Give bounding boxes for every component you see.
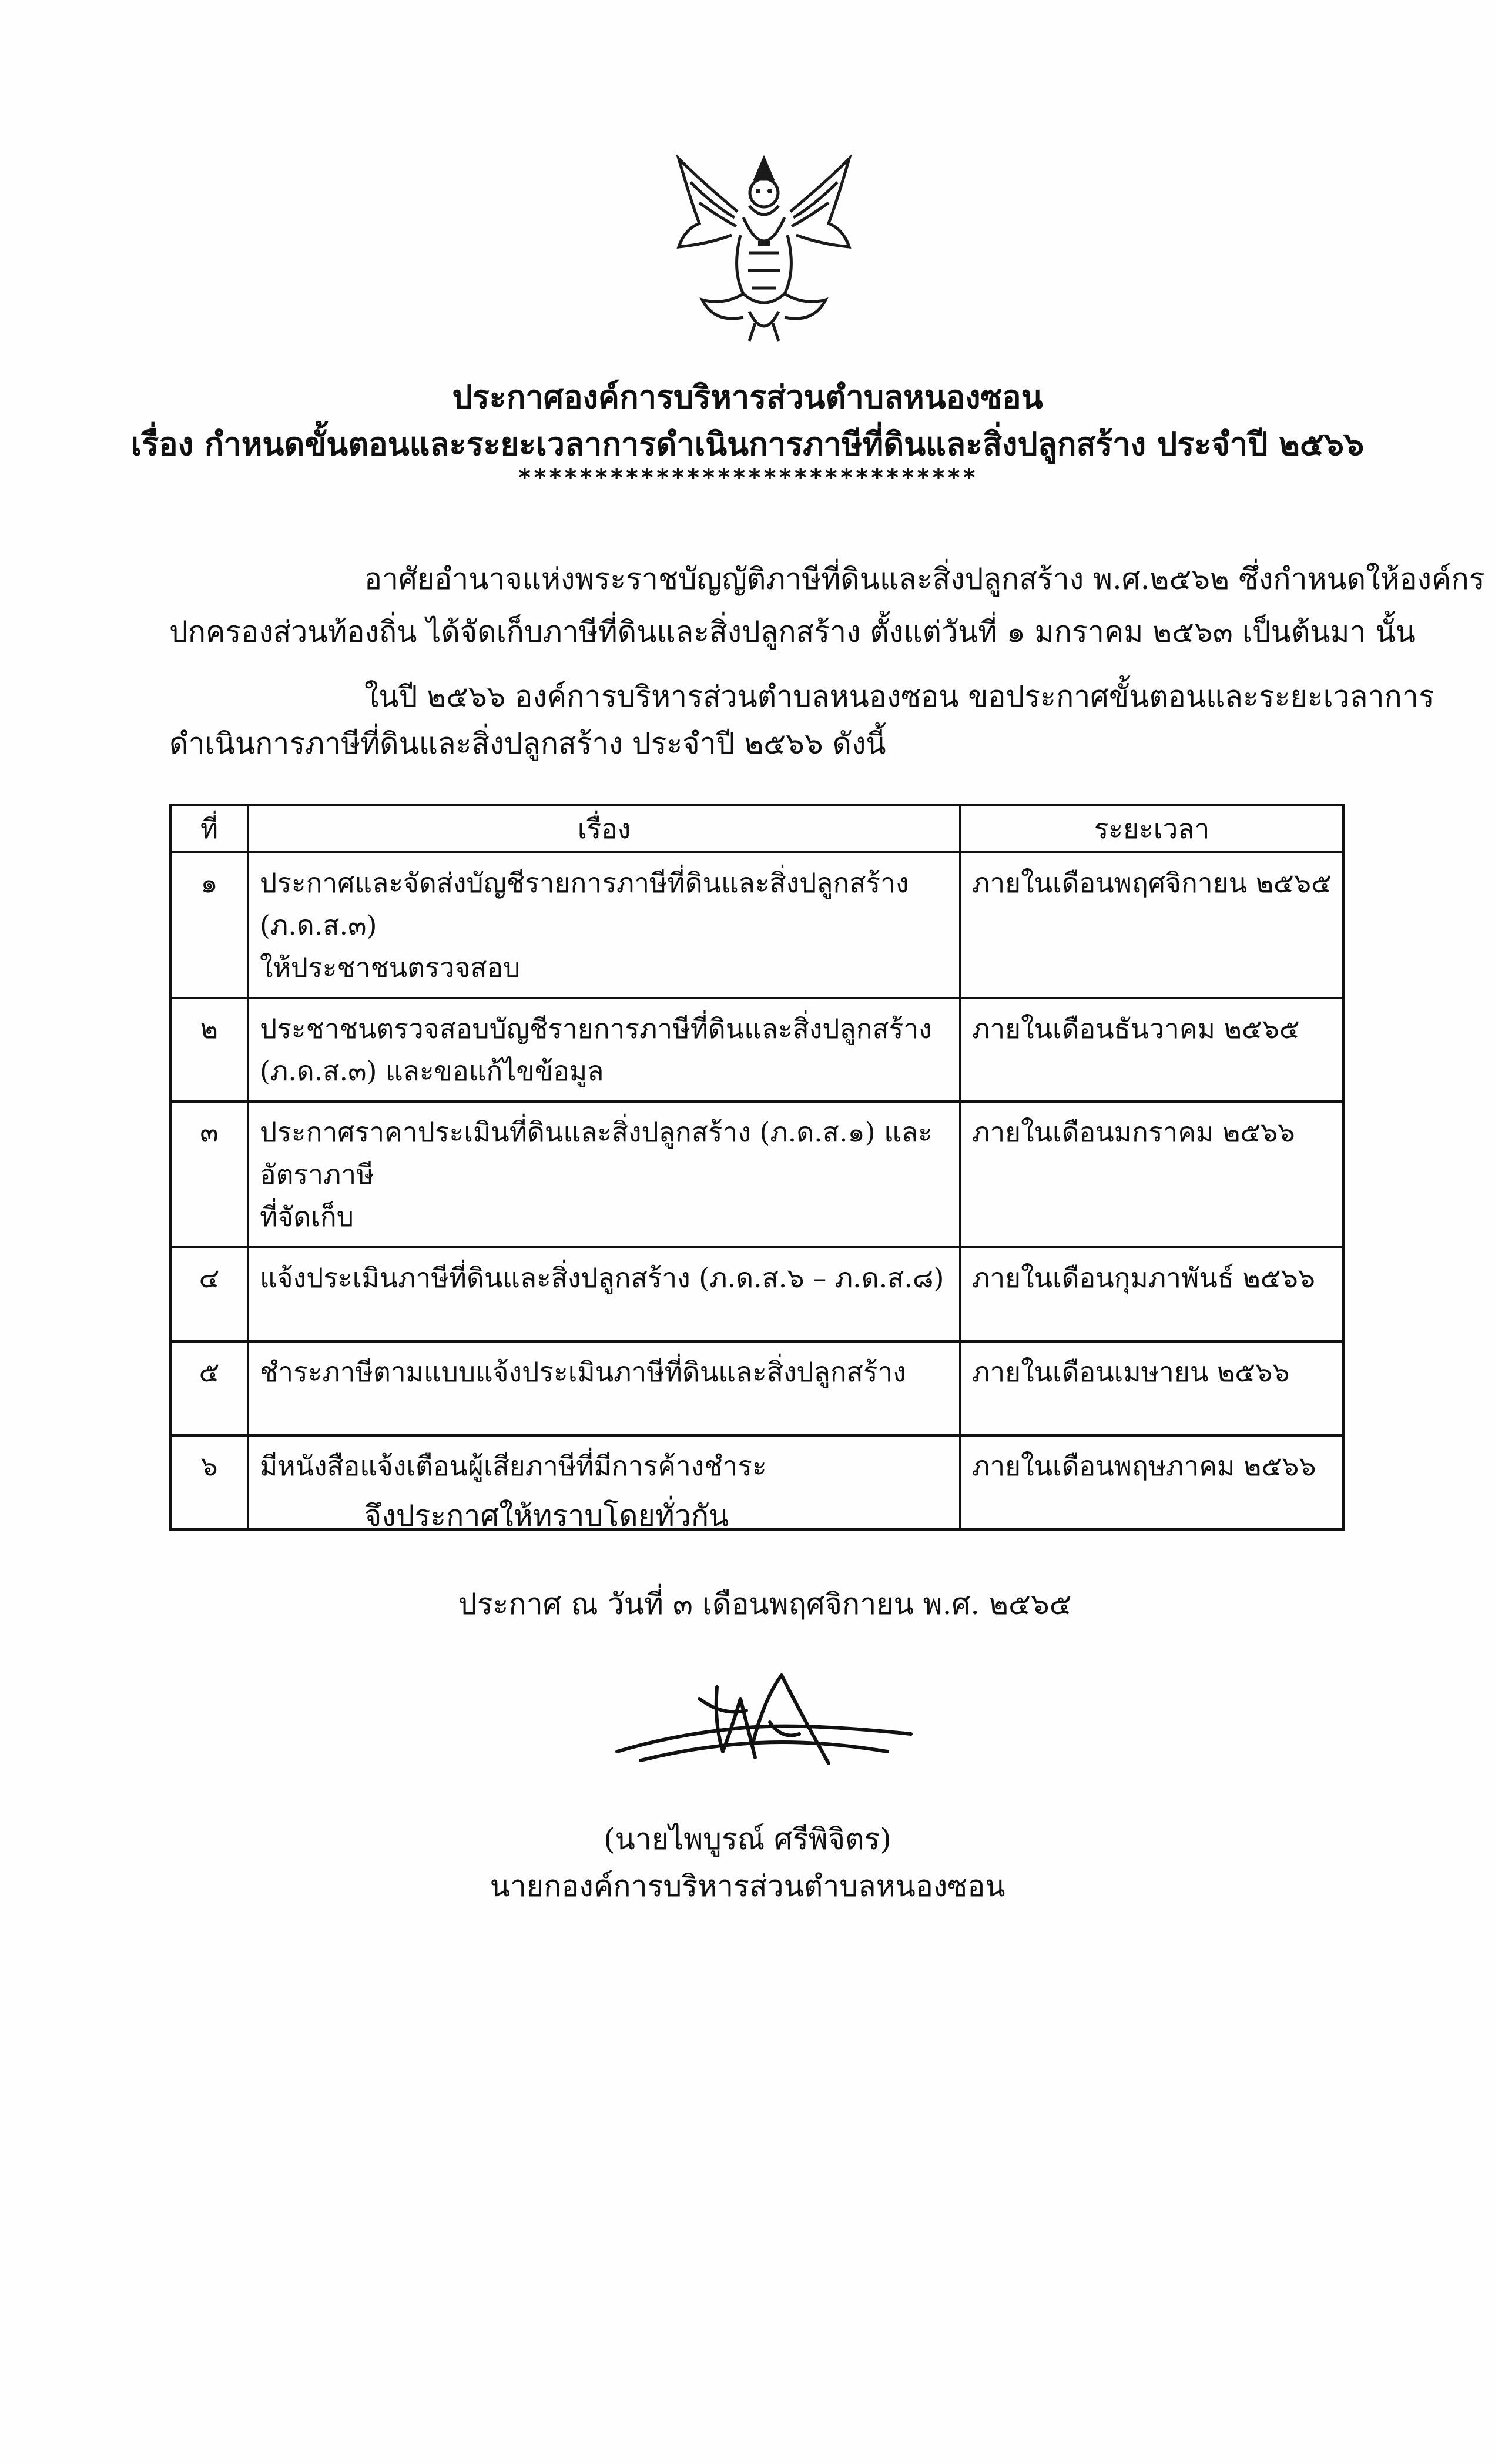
paragraph-2-line-1: ในปี ๒๕๖๖ องค์การบริหารส่วนตำบลหนองซอน ขอประกาศขั้นตอนและระยะเวลาการ: [364, 679, 1434, 714]
row-subject-line-2: (ภ.ด.ส.๓) และขอแก้ไขข้อมูล: [260, 1055, 604, 1087]
row-no: ๔: [170, 1247, 248, 1341]
announcement-date: ประกาศ ณ วันที่ ๓ เดือนพฤศจิกายน พ.ศ. ๒๕๖๕: [458, 1587, 1072, 1621]
table-row: [170, 998, 1343, 1102]
table-row: [170, 1341, 1343, 1435]
schedule-table: [169, 804, 1345, 1531]
row-subject: [248, 852, 960, 998]
signer-position: นายกองค์การบริหารส่วนตำบลหนองซอน: [490, 1869, 1005, 1903]
signer-name: (นายไพบูรณ์ ศรีพิจิตร): [604, 1822, 891, 1856]
table-row: [170, 1102, 1343, 1247]
row-subject: [248, 1341, 960, 1435]
row-subject-line-1: ชำระภาษีตามแบบแจ้งประเมินภาษีที่ดินและสิ่งปลูกสร้าง: [260, 1356, 906, 1388]
row-subject-line-1: มีหนังสือแจ้งเตือนผู้เสียภาษีที่มีการค้างชำระ: [260, 1450, 767, 1482]
header-period: ระยะเวลา: [960, 805, 1343, 852]
row-no: ๕: [170, 1341, 248, 1435]
row-no: ๑: [170, 852, 248, 998]
row-subject: [248, 1102, 960, 1247]
row-period: ภายในเดือนกุมภาพันธ์ ๒๕๖๖: [960, 1247, 1343, 1341]
table-header-row: [170, 805, 1343, 852]
row-period: ภายในเดือนเมษายน ๒๕๖๖: [960, 1341, 1343, 1435]
row-subject-line-1: ประชาชนตรวจสอบบัญชีรายการภาษีที่ดินและสิ่งปลูกสร้าง: [260, 1013, 932, 1044]
row-subject: [248, 998, 960, 1102]
row-subject: [248, 1247, 960, 1341]
row-subject-line-1: แจ้งประเมินภาษีที่ดินและสิ่งปลูกสร้าง (ภ.ด.ส.๖ – ภ.ด.ส.๘): [260, 1262, 944, 1294]
closing-announce: จึงประกาศให้ทราบโดยทั่วกัน: [364, 1499, 729, 1533]
handwritten-signature-icon: [605, 1663, 934, 1781]
garuda-emblem-icon: [667, 147, 861, 347]
row-period: ภายในเดือนมกราคม ๒๕๖๖: [960, 1102, 1343, 1247]
header-no: ที่: [170, 805, 248, 852]
paragraph-1-line-2: ปกครองส่วนท้องถิ่น ได้จัดเก็บภาษีที่ดินและสิ่งปลูกสร้าง ตั้งแต่วันที่ ๑ มกราคม ๒๕๖๓ เป็นต้นมา นั้น: [169, 615, 1416, 649]
announcement-subject: เรื่อง กำหนดขั้นตอนและระยะเวลาการดำเนินการภาษีที่ดินและสิ่งปลูกสร้าง ประจำปี ๒๕๖๖: [130, 425, 1365, 463]
paragraph-1-line-1: อาศัยอำนาจแห่งพระราชบัญญัติภาษีที่ดินและสิ่งปลูกสร้าง พ.ศ.๒๕๖๒ ซึ่งกำหนดให้องค์กร: [364, 562, 1485, 596]
row-subject-line-1: ประกาศและจัดส่งบัญชีรายการภาษีที่ดินและสิ่งปลูกสร้าง (ภ.ด.ส.๓): [260, 867, 909, 941]
row-subject-line-1: ประกาศราคาประเมินที่ดินและสิ่งปลูกสร้าง (ภ.ด.ส.๑) และอัตราภาษี: [260, 1116, 933, 1190]
row-subject-line-2: ให้ประชาชนตรวจสอบ: [260, 952, 521, 983]
paragraph-2-line-2: ดำเนินการภาษีที่ดินและสิ่งปลูกสร้าง ประจำปี ๒๕๖๖ ดังนี้: [169, 727, 886, 761]
announcement-title: ประกาศองค์การบริหารส่วนตำบลหนองซอน: [452, 378, 1043, 416]
row-period: ภายในเดือนธันวาคม ๒๕๖๕: [960, 998, 1343, 1102]
table-row: [170, 1247, 1343, 1341]
table-row: [170, 1435, 1343, 1529]
row-period: ภายในเดือนพฤศจิกายน ๒๕๖๕: [960, 852, 1343, 998]
row-no: ๓: [170, 1102, 248, 1247]
table-row: [170, 852, 1343, 998]
row-subject-line-2: ที่จัดเก็บ: [260, 1201, 354, 1233]
row-period: ภายในเดือนพฤษภาคม ๒๕๖๖: [960, 1435, 1343, 1529]
stars-divider: ******************************: [517, 464, 978, 491]
row-no: ๖: [170, 1435, 248, 1529]
row-no: ๒: [170, 998, 248, 1102]
header-subject: เรื่อง: [248, 805, 960, 852]
